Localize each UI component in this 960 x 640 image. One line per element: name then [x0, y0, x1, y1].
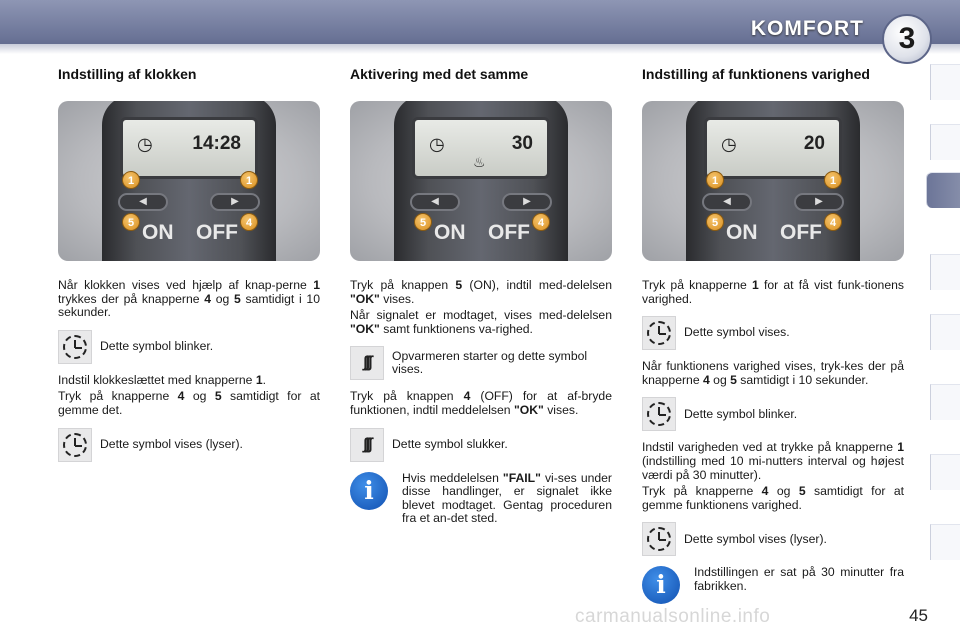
display-value: 20	[803, 133, 825, 154]
clock-icon: ◷	[137, 134, 153, 154]
right-arrow-button: ▶	[794, 193, 844, 211]
side-tab[interactable]	[930, 124, 960, 160]
button-number-badge: 5	[122, 213, 140, 231]
side-tab[interactable]	[930, 384, 960, 420]
clock-icon: ◷	[721, 134, 737, 154]
info-note	[350, 472, 612, 526]
button-number-badge: 5	[414, 213, 432, 231]
symbol-caption: Dette symbol blinker.	[100, 338, 214, 353]
symbol-note	[58, 428, 320, 462]
body-paragraph: Indstil varigheden ved at trykke på knapperne 1 (indstilling med 10 mi-nutters interval og højest værdi på 30 minutter).	[642, 440, 904, 482]
remote-control-image	[350, 101, 612, 261]
remote-control-image	[58, 101, 320, 261]
clock-icon	[642, 397, 676, 431]
section-title: Aktivering med det samme	[350, 66, 529, 82]
body-paragraph: Når signalet er modtaget, vises med-delelsen "OK" samt funktionens va-righed.	[350, 308, 612, 336]
button-number-badge: 1	[122, 171, 140, 189]
column-duration	[642, 66, 904, 604]
button-number-badge: 4	[824, 213, 842, 231]
remote-control-image	[642, 101, 904, 261]
symbol-note	[58, 330, 320, 364]
off-button-label: OFF	[488, 221, 530, 244]
body-paragraph: Når funktionens varighed vises, tryk-kes der på knapperne 4 og 5 samtidigt i 10 sekunder.	[642, 359, 904, 387]
column-immediate	[350, 66, 612, 526]
symbol-caption: Dette symbol vises (lyser).	[100, 436, 243, 451]
on-button-label: ON	[142, 221, 174, 244]
body-paragraph: Tryk på knappen 5 (ON), indtil med-delelsen "OK" vises.	[350, 278, 612, 306]
remote-body	[686, 101, 860, 261]
body-paragraph: Når klokken vises ved hjælp af knap-perne 1 trykkes der på knapperne 4 og 5 samtidigt i 10 sekunder.	[58, 278, 320, 320]
chapter-number: 3	[882, 14, 932, 64]
symbol-caption: Dette symbol vises (lyser).	[684, 531, 827, 546]
body-paragraph: Indstil klokkeslættet med knapperne 1.	[58, 372, 266, 387]
clock-icon: ◷	[429, 134, 445, 154]
button-number-badge: 4	[532, 213, 550, 231]
chapter-title: KOMFORT	[750, 17, 864, 40]
heater-icon: ∫∫∫	[350, 346, 384, 380]
left-arrow-button: ◀	[410, 193, 460, 211]
remote-body	[394, 101, 568, 261]
heater-icon: ♨	[473, 154, 486, 170]
right-arrow-button: ▶	[210, 193, 260, 211]
info-icon: i	[642, 566, 680, 604]
symbol-note	[350, 346, 612, 380]
heater-icon: ∫∫∫	[350, 428, 384, 462]
side-tab[interactable]	[930, 454, 960, 490]
button-number-badge: 4	[240, 213, 258, 231]
body-paragraph: Tryk på knapperne 4 og 5 samtidigt for at gemme funktionens varighed.	[642, 484, 904, 512]
remote-body	[102, 101, 276, 261]
remote-display	[704, 117, 842, 179]
side-tab[interactable]	[930, 64, 960, 100]
side-tab[interactable]	[930, 254, 960, 290]
button-number-badge: 1	[240, 171, 258, 189]
symbol-note	[350, 428, 612, 462]
watermark: carmanualsonline.info	[575, 606, 771, 627]
side-tab-active[interactable]	[926, 172, 960, 208]
button-number-badge: 5	[706, 213, 724, 231]
section-title: Indstilling af klokken	[58, 66, 197, 82]
header-fold	[0, 44, 960, 54]
side-tab[interactable]	[930, 524, 960, 560]
clock-icon	[58, 330, 92, 364]
symbol-note	[642, 316, 904, 350]
symbol-note	[642, 522, 904, 556]
info-text: Indstillingen er sat på 30 minutter fra fabrikken.	[694, 565, 904, 593]
left-arrow-button: ◀	[702, 193, 752, 211]
right-arrow-button: ▶	[502, 193, 552, 211]
section-title: Indstilling af funktionens varighed	[642, 66, 870, 82]
body-paragraph: Tryk på knappen 4 (OFF) for at af-bryde funktionen, indtil meddelelsen "OK" vises.	[350, 389, 612, 417]
symbol-caption: Dette symbol vises.	[684, 325, 790, 340]
remote-display	[412, 117, 550, 179]
off-button-label: OFF	[780, 221, 822, 244]
symbol-caption: Dette symbol slukker.	[392, 436, 508, 451]
symbol-note	[642, 397, 904, 431]
on-button-label: ON	[434, 221, 466, 244]
info-note	[642, 566, 904, 604]
clock-icon	[642, 316, 676, 350]
left-arrow-button: ◀	[118, 193, 168, 211]
page-number: 45	[909, 606, 928, 625]
button-number-badge: 1	[706, 171, 724, 189]
body-paragraph: Tryk på knapperne 1 for at få vist funk-tionens varighed.	[642, 278, 904, 306]
on-button-label: ON	[726, 221, 758, 244]
column-clock	[58, 66, 320, 472]
symbol-caption: Opvarmeren starter og dette symbol vises.	[392, 348, 588, 377]
display-value: 30	[511, 133, 533, 154]
off-button-label: OFF	[196, 221, 238, 244]
info-icon: i	[350, 472, 388, 510]
clock-icon	[58, 428, 92, 462]
remote-display	[120, 117, 258, 179]
body-paragraph: Tryk på knapperne 4 og 5 samtidigt for at gemme det.	[58, 389, 320, 417]
button-number-badge: 1	[824, 171, 842, 189]
side-tabs	[926, 64, 960, 576]
display-value: 14:28	[192, 133, 241, 154]
info-text: Hvis meddelelsen "FAIL" vi-ses under disse handlinger, er signalet ikke blevet modtaget. Gentag proceduren fra et an-det sted.	[402, 470, 612, 526]
side-tab[interactable]	[930, 314, 960, 350]
clock-icon	[642, 522, 676, 556]
symbol-caption: Dette symbol blinker.	[684, 406, 798, 421]
